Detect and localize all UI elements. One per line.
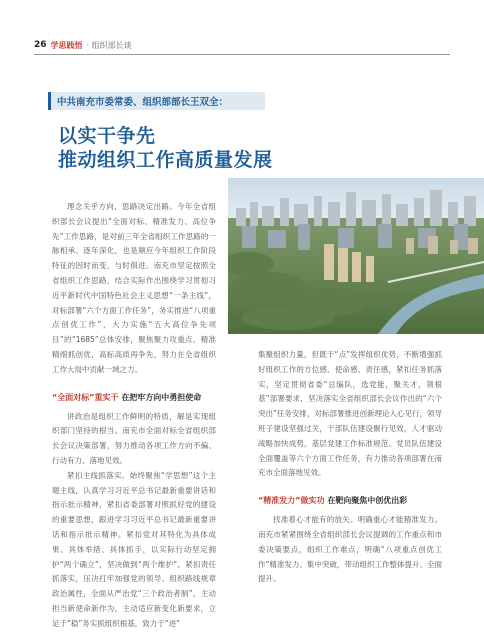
section1-heading-rest: 在把牢方向中勇担使命 xyxy=(121,392,202,402)
header-rule xyxy=(34,54,450,55)
article-column-right xyxy=(258,348,442,587)
city-aerial-photo xyxy=(228,178,484,334)
article-title-line-1: 以实干争先 xyxy=(58,125,156,147)
section2-heading xyxy=(258,495,442,507)
section1-paragraph-1: 讲政治是组织工作鲜明的特质，解是实现组织部门坚持的根当。南充市全面对标全省组织部长会议决策部署，努力推动各项工作方向不偏、行动有力、落地见效。 xyxy=(52,411,216,465)
magazine-name: 学思践悟 xyxy=(50,40,83,50)
article-kicker: 中共南充市委常委、组织部部长王双全： xyxy=(48,92,265,110)
running-header xyxy=(34,38,132,52)
article-column-left xyxy=(52,200,216,632)
section1-heading xyxy=(52,392,216,404)
section1-heading-accent: “全面对标”重实干 xyxy=(52,392,119,402)
article-title-line-2: 推动组织工作高质量发展 xyxy=(58,149,273,171)
city-photo-illustration xyxy=(228,178,484,334)
section-name: · 组织部长谈 xyxy=(86,40,132,50)
section2-heading-rest: 在靶向聚焦中创优出彩 xyxy=(327,496,408,506)
intro-continued-paragraph: 集聚组织力量，但既干“点”发挥组织优势，不断增强抓好组织工作的方位感、使命感、责任感，紧扣任务抓落实，坚定贯彻省委“总编队，选党能，聚关才，领根基”部署要求，坚决落实全省组织部长会议作出的“六个突出”任务安排，对标部署推进创新理论入心见行，领导班子建设坚强过关，干部队伍建设聚行见效，人才驱动战略加快成势，基层党建工作标准规范、党员队伍建设全面覆盖等六个方面工作任务，有力推动各项部署在南充市全面落地见效。 xyxy=(258,350,442,478)
section2-heading-accent: “精准发力”做实功 xyxy=(258,496,325,506)
intro-paragraph: 理念关乎方向，思路决定出路。今年全省组织部长会议提出“全面对标、精准发力、高位争先”工作思路，是对前三年全省组织工作思路的一脉相承、逐年深化，也是顺应今年组织工作阶段特征的因时而变、与时俱进。南充市坚定按照全省组织工作思路，结合实际作出围绕学习贯彻习近平新时代中国特色社会主义思想“一条主线”，对标部署“六个方面工作任务”，务实推进“八项重点创优工作”，大力实施“五大高位争先项目”的“1685”总体安排，聚焦聚力攻重点、精准精细抓创优，高标高质再争先，努力在全省组织工作大局中贡献一域之力。 xyxy=(52,202,216,374)
section1-paragraph-2: 紧扣主线抓落实。始终聚焦“学思想”这个主题主线，认真学习习近平总书记最新重要讲话和指示批示精神，紧扣省委部署对照抓好党的建设的重要思想，跟进学习习近平总书记最新重要讲话和指示批示精神。紧扣党对其特化为具体成果、具体举措、具体抓手，以实际行动坚定拥护“两个确立”，坚决做到“两个维护”。紧扣责任抓落实，压决打牢加强党的领导、组织路线规章政治属性，全面从严治党“三个政治者制”，主动担当新使命新作为，主动适应新变化新要求，立足于“稳”务实抓组织根基，致力于“进” xyxy=(52,470,216,628)
page-number: 26 xyxy=(34,40,47,50)
section2-paragraph-1: 找准着心才能有的放矢。明确重心才能精准发力。南充市紧紧围绕全省组织部长会议提调的工作重点和市委决策要点，组织工作难点，明确“八项重点创优工作”精准发力、集中突破，带动组织工作整体提升、全面提升。 xyxy=(258,515,442,584)
